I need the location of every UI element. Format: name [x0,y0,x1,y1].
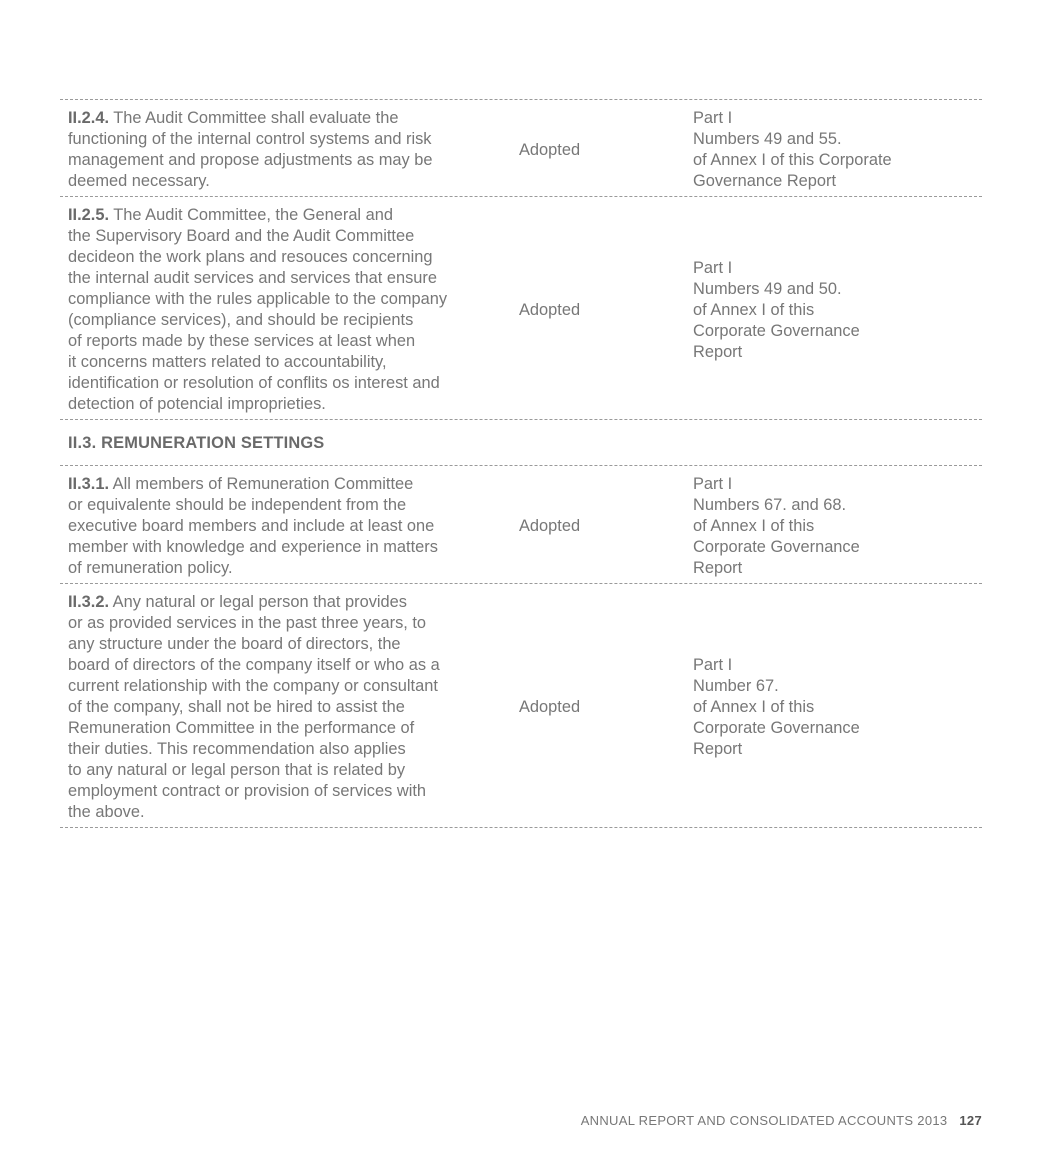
reference-text: Part I Numbers 49 and 55. of Annex I of this Corporate Governance Report [693,109,892,190]
status-label: Adopted [519,140,581,159]
recommendation-text [60,474,503,579]
recommendation-body: Any natural or legal person that provides or as provided services in the past three years, to any structure under the board of directors, the board of directors of the company itself or who as a current relationship with the company or consultant of the company, shall not be hired to assist the Remuneration Committee in the performance of their duties. This recommendation also applies to any natural or legal person that is related by employment contract or provision of services with the above. [68,593,440,821]
status-cell [503,474,693,579]
recommendation-body: The Audit Committee shall evaluate the functioning of the internal control systems and risk management and propose adjustments as may be deemed necessary. [68,109,433,190]
page-footer [581,1113,982,1128]
status-cell [503,108,693,192]
table-row [60,196,982,419]
status-label: Adopted [519,517,581,535]
section-row [60,419,982,465]
recommendation-text [60,592,503,823]
status-cell [503,592,693,823]
section-title: II.3. REMUNERATION SETTINGS [68,434,325,452]
reference-cell [693,205,982,415]
table-row [60,583,982,828]
reference-text: Part I Numbers 67. and 68. of Annex I of this Corporate Governance Report [693,475,860,577]
status-label: Adopted [519,300,581,319]
recommendation-number: II.3.2. [68,593,110,611]
recommendation-number: II.3.1. [68,475,110,493]
recommendation-text [60,108,503,192]
page-number: 127 [959,1113,982,1128]
reference-text: Part I Numbers 49 and 50. of Annex I of this Corporate Governance Report [693,258,860,361]
table-row [60,99,982,196]
status-cell [503,205,693,415]
recommendation-body: The Audit Committee, the General and the Supervisory Board and the Audit Committee decideon the work plans and resouces concerning the internal audit services and services that ensure compliance with the rules applicable to the company (compliance services), and should be recipients of reports made by these services at least when it concerns matters related to accountability, identification or resolution of conflits os interest and detection of potencial improprieties. [68,206,448,413]
reference-cell [693,474,982,579]
recommendation-number: II.2.4. [68,109,110,127]
reference-cell [693,592,982,823]
governance-table [60,99,982,828]
footer-title: ANNUAL REPORT AND CONSOLIDATED ACCOUNTS 2013 [580,1113,948,1128]
table-row [60,465,982,583]
recommendation-text [60,205,503,415]
reference-text: Part I Number 67. of Annex I of this Corporate Governance Report [693,656,860,758]
reference-cell [693,108,982,192]
recommendation-number: II.2.5. [68,206,110,224]
recommendation-body: All members of Remuneration Committee or equivalente should be independent from the executive board members and include at least one member with knowledge and experience in matters of remuneration policy. [68,475,438,577]
status-label: Adopted [519,698,581,716]
